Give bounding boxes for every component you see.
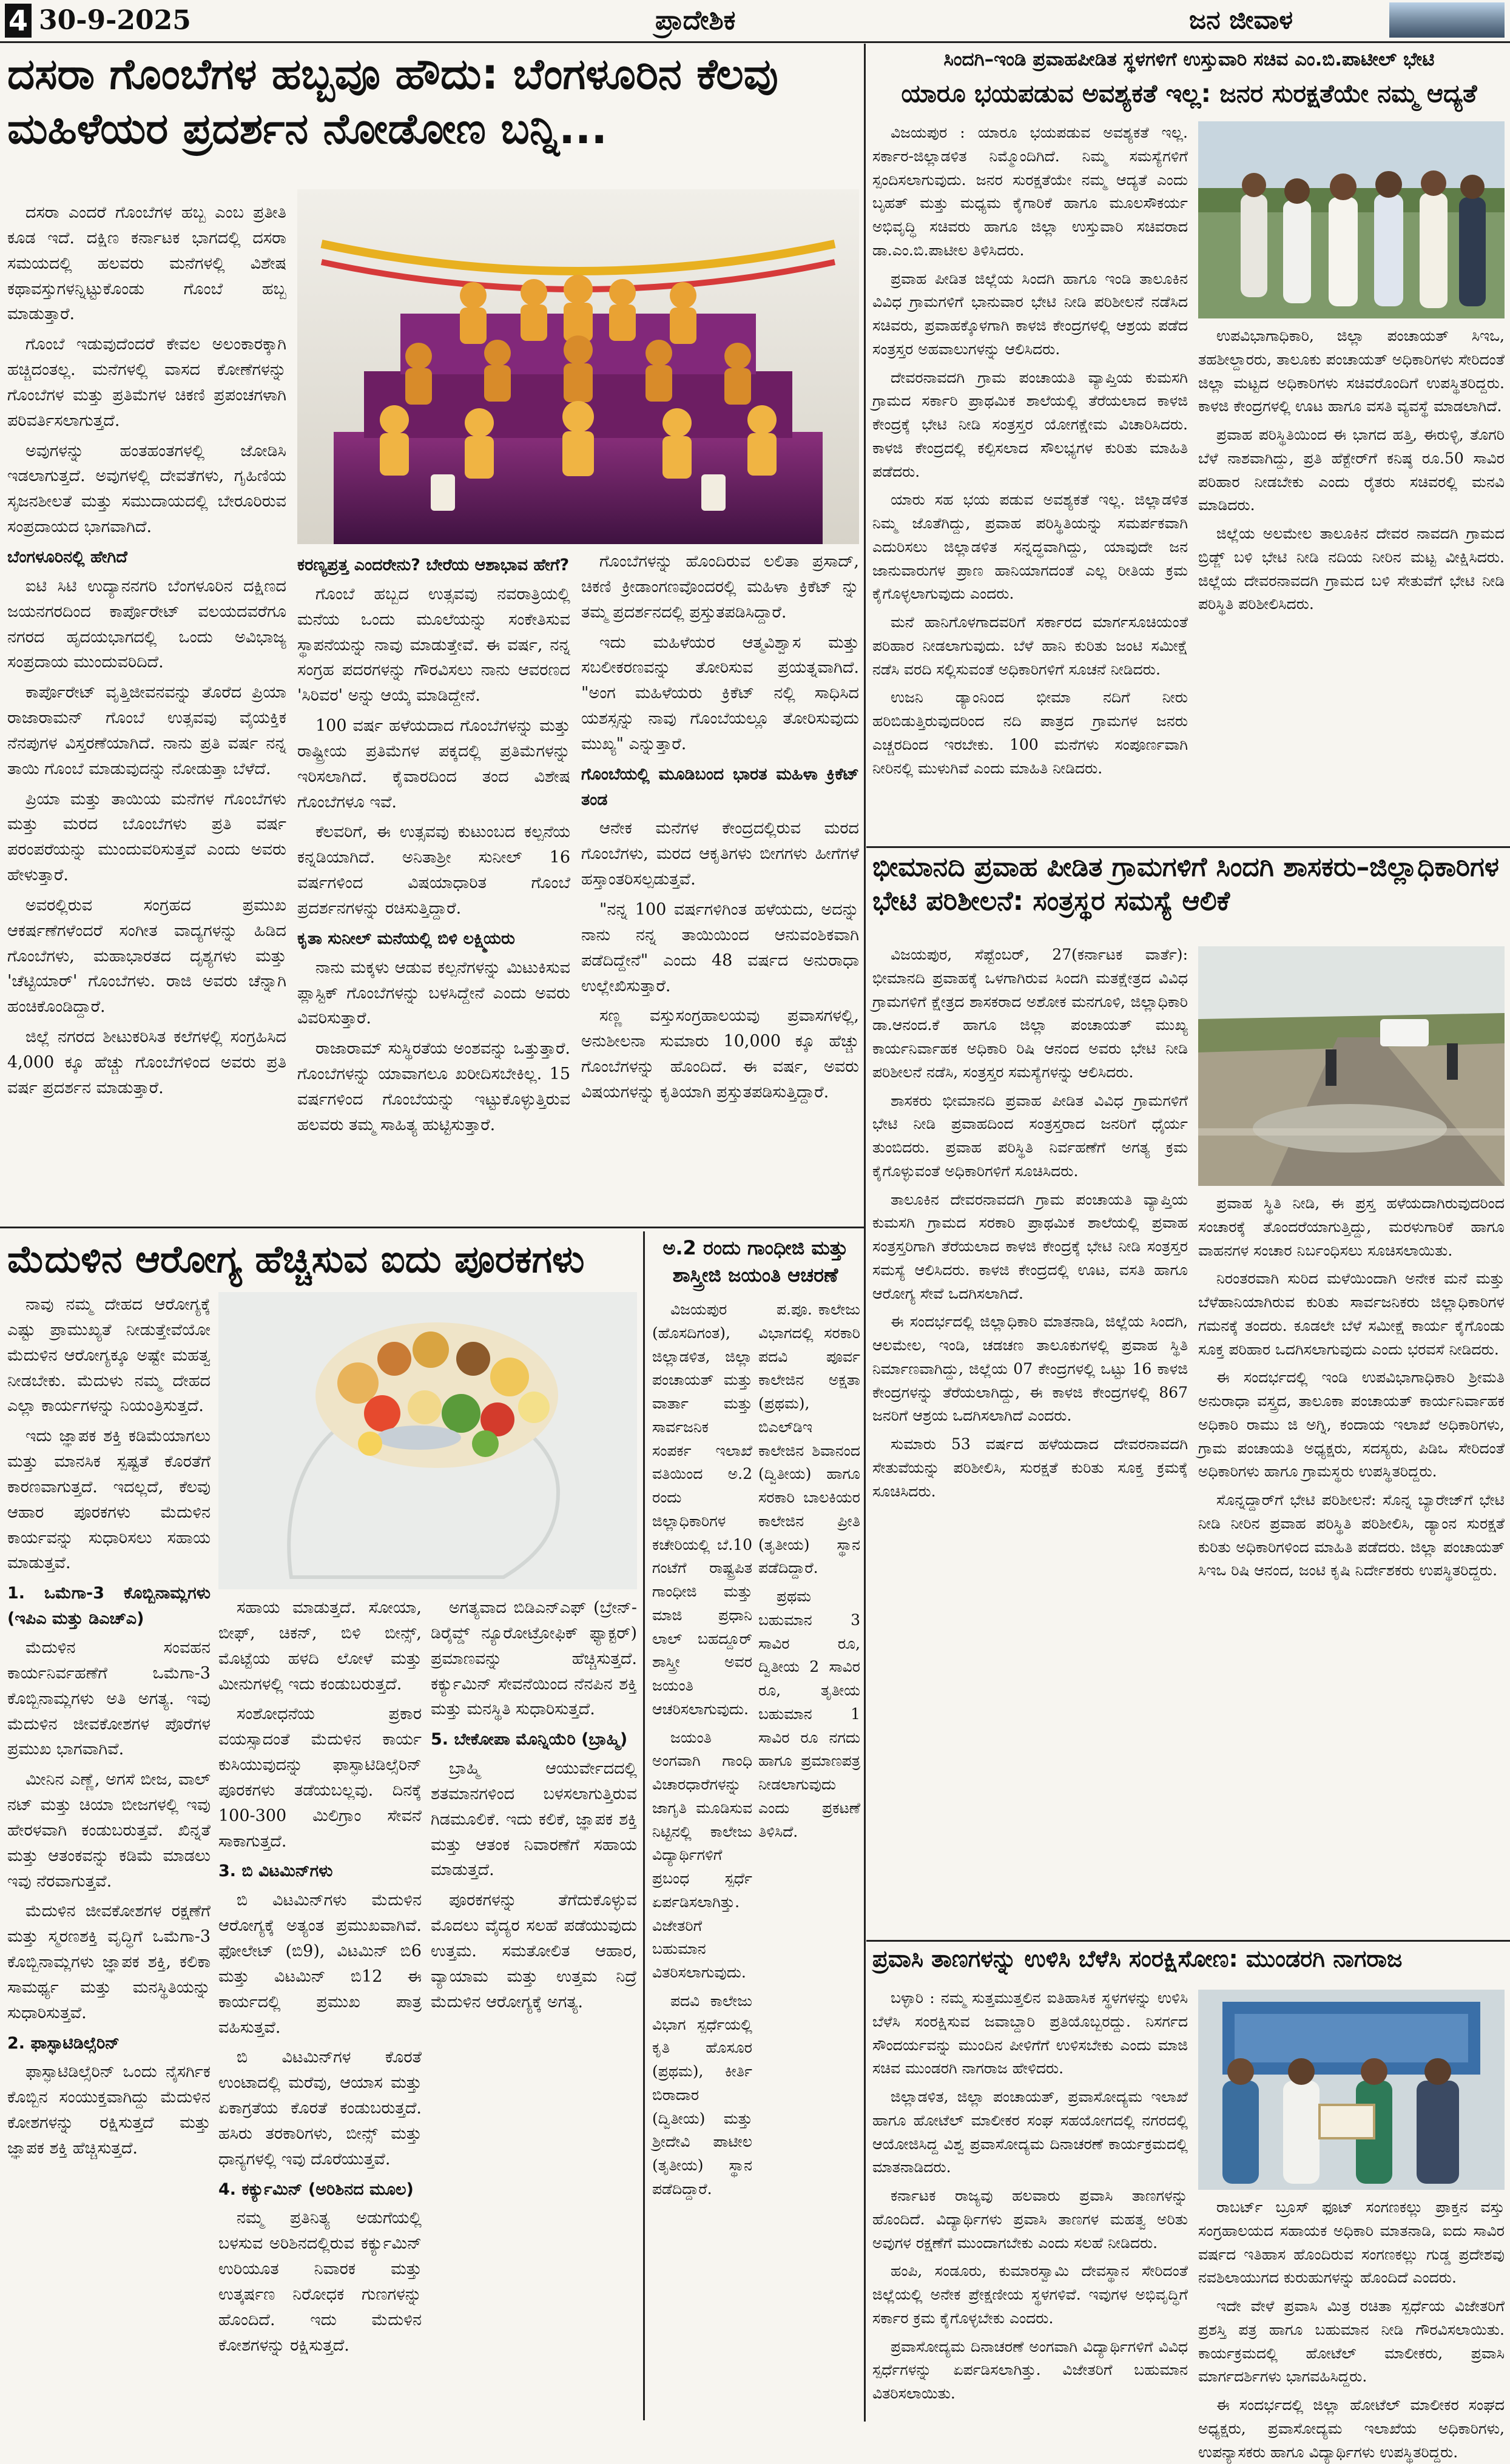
paragraph: 100 ವರ್ಷ ಹಳೆಯದಾದ ಗೊಂಬೆಗಳನ್ನು ಮತ್ತು ರಾಷ್ಟ್ರೀಯ ಪ್ರತಿಮೆಗಳ ಪಕ್ಕದಲ್ಲಿ ಪ್ರತಿಮೆಗಳನ್ನು ಇರಿಸಲಾಗಿದೆ. ಕೈವಾರದಿಂದ ತಂದ ವಿಶೇಷ ಗೊಂಬೆಗಳೂ ಇವೆ. (297, 716, 570, 812)
sindgi-column-2 (1198, 325, 1505, 840)
paragraph: ವಿಜಯಪುರ (ಹೊಸದಿಗಂತ), ಜಿಲ್ಲಾಡಳಿತ, ಜಿಲ್ಲಾ ಪಂಚಾಯತ್ ಮತ್ತು ವಾರ್ತಾ ಮತ್ತು ಸಾರ್ವಜನಿಕ ಸಂಪರ್ಕ ಇಲಾಖೆ ವತಿಯಿಂದ ಅ.2 ರಂದು ಜಿಲ್ಲಾಧಿಕಾರಿಗಳ ಕಚೇರಿಯಲ್ಲಿ ಬೆ.10 ಗಂಟೆಗೆ ರಾಷ್ಟ್ರಪಿತ ಗಾಂಧೀಜಿ ಮತ್ತು ಮಾಜಿ ಪ್ರಧಾನಿ ಲಾಲ್ ಬಹದ್ದೂರ್ ಶಾಸ್ತ್ರೀ ಅವರ ಜಯಂತಿ ಆಚರಿಸಲಾಗುವುದು. (652, 1301, 752, 1718)
brain-column-3 (431, 1595, 637, 2417)
brain-food-photo (218, 1292, 637, 1589)
paragraph: ಉಪವಿಭಾಗಾಧಿಕಾರಿ, ಜಿಲ್ಲಾ ಪಂಚಾಯತ್ ಸಿಇಒ, ತಹಶೀಲ್ದಾರರು, ತಾಲೂಕು ಪಂಚಾಯತ್ ಅಧಿಕಾರಿಗಳು ಸೇರಿದಂತೆ ಜಿಲ್ಲಾ ಮಟ್ಟದ ಅಧಿಕಾರಿಗಳು ಸಚಿವರೊಂದಿಗೆ ಉಪಸ್ಥಿತರಿದ್ದರು. ಕಾಳಜಿ ಕೇಂದ್ರಗಳಲ್ಲಿ ಊಟ ಹಾಗೂ ವಸತಿ ವ್ಯವಸ್ಥೆ ಮಾಡಲಾಗಿದೆ. (1198, 327, 1505, 416)
paragraph: ಐಟಿ ಸಿಟಿ ಉದ್ಯಾನನಗರಿ ಬೆಂಗಳೂರಿನ ದಕ್ಷಿಣದ ಜಯನಗರದಿಂದ ಕಾರ್ಪೊರೇಟ್ ವಲಯದವರೆಗೂ ನಗರದ ಹೃದಯಭಾಗದಲ್ಲಿ ಒಂದು ಅವಿಭಾಜ್ಯ ಸಂಪ್ರದಾಯ ಮುಂದುವರಿದಿದೆ. (7, 576, 286, 672)
paragraph: ಪ್ರಿಯಾ ಮತ್ತು ತಾಯಿಯ ಮನೆಗಳ ಗೊಂಬೆಗಳು ಮತ್ತು ಮರದ ಬೊಂಬೆಗಳು ಪ್ರತಿ ವರ್ಷ ಪರಂಪರೆಯನ್ನು ಮುಂದುವರಿಸುತ್ತವೆ ಎಂದು ಅವರು ಹೇಳುತ್ತಾರೆ. (7, 789, 286, 885)
subheading: ಕರಣ್ಯಪ್ರತ್ತ ಎಂದರೇನು? ಬೇರೆಯ ಆಶಾಭಾವ ಹೇಗೆ? (297, 556, 570, 574)
dasara-column-3 (581, 549, 859, 1222)
minister-visit-photo (1198, 121, 1505, 318)
paragraph: ಪ.ಪೂ. ಕಾಲೇಜು ವಿಭಾಗದಲ್ಲಿ ಸರಕಾರಿ ಪದವಿ ಪೂರ್ವ ಕಾಲೇಜಿನ ಅಕ್ಷತಾ (ಪ್ರಥಮ), ಬಿಎಲ್‌ಡಿಇ ಕಾಲೇಜಿನ ಶಿವಾನಂದ (ದ್ವಿತೀಯ) ಹಾಗೂ ಸರಕಾರಿ ಬಾಲಕಿಯರ ಕಾಲೇಜಿನ ಪ್ರೀತಿ (ತೃತೀಯ) ಸ್ಥಾನ ಪಡೆದಿದ್ದಾರೆ. (758, 1301, 860, 1577)
masthead-photo (1389, 2, 1505, 38)
paragraph: ಬ್ರಾಹ್ಮಿ ಆಯುರ್ವೇದದಲ್ಲಿ ಶತಮಾನಗಳಿಂದ ಬಳಸಲಾಗುತ್ತಿರುವ ಗಿಡಮೂಲಿಕೆ. ಇದು ಕಲಿಕೆ, ಜ್ಞಾಪಕ ಶಕ್ತಿ ಮತ್ತು ಆತಂಕ ನಿವಾರಣೆಗೆ ಸಹಾಯ ಮಾಡುತ್ತದೆ. (431, 1759, 637, 1880)
paragraph: ಸಹಾಯ ಮಾಡುತ್ತದೆ. ಸೋಯಾ, ಬೀಫ್, ಚಿಕನ್, ಬಿಳಿ ಬೀನ್ಸ್, ಮೊಟ್ಟೆಯ ಹಳದಿ ಲೋಳೆ ಮತ್ತು ಮೀನುಗಳಲ್ಲಿ ಇದು ಕಂಡುಬರುತ್ತದೆ. (218, 1598, 422, 1694)
sindgi-mla-headline: ಭೀಮಾನದಿ ಪ್ರವಾಹ ಪೀಡಿತ ಗ್ರಾಮಗಳಿಗೆ ಸಿಂದಗಿ ಶಾಸಕರು–ಜಿಲ್ಲಾಧಿಕಾರಿಗಳ ಭೇಟಿ ಪರಿಶೀಲನೆ: ಸಂತ್ರಸ್ಥರ ಸಮಸ್ಯೆ ಆಲಿಕೆ (872, 852, 1499, 917)
paragraph: ವಿಜಯಪುರ, ಸೆಪ್ಟೆಂಬರ್, 27(ಕರ್ನಾಟಕ ವಾರ್ತೆ): ಭೀಮಾನದಿ ಪ್ರವಾಹಕ್ಕೆ ಒಳಗಾಗಿರುವ ಸಿಂದಗಿ ಮತಕ್ಷೇತ್ರದ ವಿವಿಧ ಗ್ರಾಮಗಳಿಗೆ ಕ್ಷೇತ್ರದ ಶಾಸಕರಾದ ಅಶೋಕ ಮನಗೂಳಿ, ಜಿಲ್ಲಾಧಿಕಾರಿ ಡಾ.ಆನಂದ.ಕೆ ಹಾಗೂ ಜಿಲ್ಲಾ ಪಂಚಾಯತ್ ಮುಖ್ಯ ಕಾರ್ಯನಿರ್ವಾಹಕ ಅಧಿಕಾರಿ ರಿಷಿ ಆನಂದ ಅವರು ಭೇಟಿ ನೀಡಿ ಪರಿಶೀಲನೆ ನಡೆಸಿ, ಸಂತ್ರಸ್ತರ ಸಮಸ್ಯೆಗಳನ್ನು ಆಲಿಸಿದರು. (872, 946, 1188, 1081)
flooded-road-illustration (1198, 946, 1505, 1186)
paragraph: ಇದು ಮಹಿಳೆಯರ ಆತ್ಮವಿಶ್ವಾಸ ಮತ್ತು ಸಬಲೀಕರಣವನ್ನು ತೋರಿಸುವ ಪ್ರಯತ್ನವಾಗಿದೆ. "ಅಂಗ ಮಹಿಳೆಯರು ಕ್ರಿಕೆಟ್ ನಲ್ಲಿ ಸಾಧಿಸಿದ ಯಶಸ್ಸನ್ನು ನಾವು ಗೊಂಬೆಯಲ್ಲೂ ತೋರಿಸುವುದು ಮುಖ್ಯ" ಎನ್ನುತ್ತಾರೆ. (581, 633, 859, 753)
paragraph: ಹಂಪಿ, ಸಂಡೂರು, ಕುಮಾರಸ್ವಾಮಿ ದೇವಸ್ಥಾನ ಸೇರಿದಂತೆ ಜಿಲ್ಲೆಯಲ್ಲಿ ಅನೇಕ ಪ್ರೇಕ್ಷಣೀಯ ಸ್ಥಳಗಳಿವೆ. ಇವುಗಳ ಅಭಿವೃದ್ಧಿಗೆ ಸರ್ಕಾರ ಕ್ರಮ ಕೈಗೊಳ್ಳಬೇಕು ಎಂದರು. (872, 2262, 1188, 2327)
gandhi-column-2 (758, 1298, 860, 2417)
paragraph: ಕೆಲವರಿಗೆ, ಈ ಉತ್ಸವವು ಕುಟುಂಬದ ಕಲ್ಪನೆಯ ಕನ್ನಡಿಯಾಗಿದೆ. ಅನಿತಾಶ್ರೀ ಸುನೀಲ್ 16 ವರ್ಷಗಳಿಂದ ವಿಷಯಾಧಾರಿತ ಗೊಂಬೆ ಪ್ರದರ್ಶನಗಳನ್ನು ರಚಿಸುತ್ತಿದ್ದಾರೆ. (297, 823, 570, 918)
sindgi-column-1 (872, 121, 1188, 840)
paragraph: ನಿರಂತರವಾಗಿ ಸುರಿದ ಮಳೆಯಿಂದಾಗಿ ಅನೇಕ ಮನೆ ಮತ್ತು ಬೆಳೆಹಾನಿಯಾಗಿರುವ ಕುರಿತು ಸಾರ್ವಜನಿಕರು ಜಿಲ್ಲಾಧಿಕಾರಿಗಳ ಗಮನಕ್ಕೆ ತಂದರು. ಕೂಡಲೇ ಬೆಳೆ ಸಮೀಕ್ಷೆ ಕಾರ್ಯ ಕೈಗೊಂಡು ಸೂಕ್ತ ಪರಿಹಾರ ಒದಗಿಸಲಾಗುವುದು ಎಂದು ಭರವಸೆ ನೀಡಿದರು. (1198, 1270, 1505, 1358)
paragraph: ಪ್ರವಾಹ ಪೀಡಿತ ಜಿಲ್ಲೆಯ ಸಿಂದಗಿ ಹಾಗೂ ಇಂಡಿ ತಾಲೂಕಿನ ವಿವಿಧ ಗ್ರಾಮಗಳಿಗೆ ಭಾನುವಾರ ಭೇಟಿ ನೀಡಿ ಪರಿಶೀಲನೆ ನಡೆಸಿದ ಸಚಿವರು, ಪ್ರವಾಹಕ್ಕೊಳಗಾಗಿ ಕಾಳಜಿ ಕೇಂದ್ರಗಳಲ್ಲಿ ಆಶ್ರಯ ಪಡೆದ ಸಂತ್ರಸ್ತರ ಅಹವಾಲುಗಳನ್ನು ಆಲಿಸಿದರು. (872, 269, 1188, 358)
paragraph: ಗೊಂಬೆಗಳನ್ನು ಹೊಂದಿರುವ ಲಲಿತಾ ಪ್ರಸಾದ್, ಚಿಕಣಿ ಕ್ರೀಡಾಂಗಣವೊಂದರಲ್ಲಿ ಮಹಿಳಾ ಕ್ರಿಕೆಟ್ ನ್ನು ತಮ್ಮ ಪ್ರದರ್ಶನದಲ್ಲಿ ಪ್ರಸ್ತುತಪಡಿಸಿದ್ದಾರೆ. (581, 552, 859, 622)
section-rule (866, 1940, 1510, 1942)
brain-food-illustration (218, 1292, 637, 1589)
paragraph: ಮೆದುಳಿನ ಸಂವಹನ ಕಾರ್ಯನಿರ್ವಹಣೆಗೆ ಒಮೆಗಾ-3 ಕೊಬ್ಬಿನಾಮ್ಲಗಳು ಅತಿ ಅಗತ್ಯ. ಇವು ಮೆದುಳಿನ ಜೀವಕೋಶಗಳ ಪೊರೆಗಳ ಪ್ರಮುಖ ಭಾಗವಾಗಿವೆ. (7, 1638, 211, 1759)
subheading: 2. ಫಾಸ್ಫಾಟಿಡಿಲ್ಸೆರಿನ್ (7, 2033, 120, 2053)
issue-date: 30-9-2025 (39, 5, 191, 36)
main-column-divider (864, 44, 866, 2422)
section-rule (0, 1227, 864, 1228)
paragraph: ನಾವು ನಮ್ಮ ದೇಹದ ಆರೋಗ್ಯಕ್ಕೆ ಎಷ್ಟು ಪ್ರಾಮುಖ್ಯತೆ ನೀಡುತ್ತೇವೆಯೋ ಮೆದುಳಿನ ಆರೋಗ್ಯಕ್ಕೂ ಅಷ್ಟೇ ಮಹತ್ವ ನೀಡಬೇಕು. ಮೆದುಳು ನಮ್ಮ ದೇಹದ ಎಲ್ಲಾ ಕಾರ್ಯಗಳನ್ನು ನಿಯಂತ್ರಿಸುತ್ತದೆ. (7, 1295, 211, 1416)
paragraph: ಯಾರು ಸಹ ಭಯ ಪಡುವ ಅವಶ್ಯಕತೆ ಇಲ್ಲ. ಜಿಲ್ಲಾಡಳಿತ ನಿಮ್ಮ ಜೊತೆಗಿದ್ದು, ಪ್ರವಾಹ ಪರಿಸ್ಥಿತಿಯನ್ನು ಸಮರ್ಪಕವಾಗಿ ಎದುರಿಸಲು ಜಿಲ್ಲಾಡಳಿತ ಸನ್ನದ್ಧವಾಗಿದ್ದು, ಯಾವುದೇ ಜನ ಜಾನುವಾರುಗಳ ಪ್ರಾಣ ಹಾನಿಯಾಗದಂತೆ ಎಲ್ಲ ರೀತಿಯ ಕ್ರಮ ಕೈಗೊಳ್ಳಲಾಗುವುದು ಎಂದರು. (872, 491, 1188, 603)
paragraph: ಅವುಗಳನ್ನು ಹಂತಹಂತಗಳಲ್ಲಿ ಜೋಡಿಸಿ ಇಡಲಾಗುತ್ತದೆ. ಅವುಗಳಲ್ಲಿ ದೇವತೆಗಳು, ಗೃಹಿಣಿಯ ಸೃಜನಶೀಲತೆ ಮತ್ತು ಸಮುದಾಯದಲ್ಲಿ ಬೇರೂರಿರುವ ಸಂಪ್ರದಾಯದ ಭಾಗವಾಗಿದೆ. (7, 441, 286, 537)
sindgi-mla-column-2 (1198, 1192, 1505, 1935)
paragraph: ಪ್ರವಾಹ ಸ್ಥಿತಿ ನೀಡಿ, ಈ ಪ್ರಸ್ತ ಹಳೆಯದಾಗಿರುವುದರಿಂದ ಸಂಚಾರಕ್ಕೆ ತೊಂದರೆಯಾಗುತ್ತಿದ್ದು, ಮರಳುಗಾರಿಕೆ ಹಾಗೂ ವಾಹನಗಳ ಸಂಚಾರ ನಿರ್ಬಂಧಿಸಲು ಸೂಚಿಸಲಾಯಿತು. (1198, 1194, 1505, 1259)
paragraph: ಮೆದುಳಿನ ಜೀವಕೋಶಗಳ ರಕ್ಷಣೆಗೆ ಮತ್ತು ಸ್ಮರಣಶಕ್ತಿ ವೃದ್ಧಿಗೆ ಒಮೆಗಾ-3 ಕೊಬ್ಬಿನಾಮ್ಲಗಳು ಜ್ಞಾಪಕ ಶಕ್ತಿ, ಕಲಿಕಾ ಸಾಮರ್ಥ್ಯ ಮತ್ತು ಮನಸ್ಥಿತಿಯನ್ನು ಸುಧಾರಿಸುತ್ತವೆ. (7, 1902, 211, 2022)
tourism-column-1 (872, 1987, 1188, 2417)
masthead-brand: ಜನ ಜೀವಾಳ (1189, 5, 1293, 35)
doll-display-illustration (297, 189, 859, 544)
paragraph: ಆನೇಕ ಮನೆಗಳ ಕೇಂದ್ರದಲ್ಲಿರುವ ಮರದ ಗೊಂಬೆಗಳು, ಮರದ ಆಕೃತಿಗಳು ಬೀಗಗಳು ಹೀಗೆಗಳೆ ಹಸ್ತಾಂತರಿಸಲ್ಪಡುತ್ತವೆ. (581, 819, 859, 889)
subheading: ಬೆಂಗಳೂರಿನಲ್ಲಿ ಹೇಗಿದೆ (7, 547, 127, 567)
dasara-column-2 (297, 549, 570, 1222)
paragraph: ಕರ್ನಾಟಕ ರಾಜ್ಯವು ಹಲವಾರು ಪ್ರವಾಸಿ ತಾಣಗಳನ್ನು ಹೊಂದಿದೆ. ವಿದ್ಯಾರ್ಥಿಗಳು ಪ್ರವಾಸಿ ತಾಣಗಳ ಮಹತ್ವ ಅರಿತು ಅವುಗಳ ರಕ್ಷಣೆಗೆ ಮುಂದಾಗಬೇಕು ಎಂದು ಸಲಹೆ ನೀಡಿದರು. (872, 2187, 1188, 2252)
paragraph: ದಸರಾ ಎಂದರೆ ಗೊಂಬೆಗಳ ಹಬ್ಬ ಎಂಬ ಪ್ರತೀತಿ ಕೂಡ ಇದೆ. ದಕ್ಷಿಣ ಕರ್ನಾಟಕ ಭಾಗದಲ್ಲಿ ದಸರಾ ಸಮಯದಲ್ಲಿ ಹಲವರು ಮನೆಗಳಲ್ಲಿ ವಿಶೇಷ ಕಥಾವಸ್ತುಗಳನ್ನಿಟ್ಟುಕೊಂಡು ಗೊಂಬೆ ಹಬ್ಬ ಮಾಡುತ್ತಾರೆ. (7, 203, 286, 324)
gandhi-divider (643, 1231, 645, 2420)
brain-column-2 (218, 1595, 422, 2417)
paragraph: ಇದೇ ವೇಳೆ ಪ್ರವಾಸಿ ಮಿತ್ರ ರಚಿತಾ ಸ್ಪರ್ಧೆಯ ವಿಜೇತರಿಗೆ ಪ್ರಶಸ್ತಿ ಪತ್ರ ಹಾಗೂ ಬಹುಮಾನ ನೀಡಿ ಗೌರವಿಸಲಾಯಿತು. ಕಾರ್ಯಕ್ರಮದಲ್ಲಿ ಹೋಟೆಲ್ ಮಾಲೀಕರು, ಪ್ರವಾಸಿ ಮಾರ್ಗದರ್ಶಿಗಳು ಭಾಗವಹಿಸಿದ್ದರು. (1198, 2297, 1505, 2386)
paragraph: ದೇವರನಾವದಗಿ ಗ್ರಾಮ ಪಂಚಾಯತಿ ವ್ಯಾಪ್ತಿಯ ಕುಮಸಗಿ ಗ್ರಾಮದ ಸರ್ಕಾರಿ ಪ್ರಾಥಮಿಕ ಶಾಲೆಯಲ್ಲಿ ತೆರೆಯಲಾದ ಕಾಳಜಿ ಕೇಂದ್ರಕ್ಕೆ ಭೇಟಿ ನೀಡಿ ಸಂತ್ರಸ್ತರ ಯೋಗಕ್ಷೇಮ ವಿಚಾರಿಸಿದರು. ಕಾಳಜಿ ಕೇಂದ್ರದಲ್ಲಿ ಕಲ್ಪಿಸಲಾದ ಸೌಲಭ್ಯಗಳ ಕುರಿತು ಮಾಹಿತಿ ಪಡೆದರು. (872, 368, 1188, 480)
paragraph: ಸಂಶೋಧನೆಯ ಪ್ರಕಾರ ವಯಸ್ಸಾದಂತೆ ಮೆದುಳಿನ ಕಾರ್ಯ ಕುಸಿಯುವುದನ್ನು ಫಾಸ್ಫಾಟಿಡಿಲ್ಸೆರಿನ್ ಪೂರಕಗಳು ತಡೆಯಬಲ್ಲವು. ದಿನಕ್ಕೆ 100-300 ಮಿಲಿಗ್ರಾಂ ಸೇವನೆ ಸಾಕಾಗುತ್ತದೆ. (218, 1705, 422, 1851)
paragraph: ಜಿಲ್ಲಾಡಳಿತ, ಜಿಲ್ಲಾ ಪಂಚಾಯತ್, ಪ್ರವಾಸೋದ್ಯಮ ಇಲಾಖೆ ಹಾಗೂ ಹೋಟೆಲ್ ಮಾಲೀಕರ ಸಂಘ ಸಹಯೋಗದಲ್ಲಿ ನಗರದಲ್ಲಿ ಆಯೋಜಿಸಿದ್ದ ವಿಶ್ವ ಪ್ರವಾಸೋದ್ಯಮ ದಿನಾಚರಣೆ ಕಾರ್ಯಕ್ರಮದಲ್ಲಿ ಮಾತನಾಡಿದರು. (872, 2088, 1188, 2176)
paragraph: ಬಳ್ಳಾರಿ : ನಮ್ಮ ಸುತ್ತಮುತ್ತಲಿನ ಐತಿಹಾಸಿಕ ಸ್ಥಳಗಳನ್ನು ಉಳಿಸಿ ಬೆಳೆಸಿ ಸಂರಕ್ಷಿಸುವ ಜವಾಬ್ದಾರಿ ಪ್ರತಿಯೊಬ್ಬರದ್ದು. ನಿಸರ್ಗದ ಸೌಂದರ್ಯವನ್ನು ಮುಂದಿನ ಪೀಳಿಗೆಗೆ ಉಳಿಸಬೇಕು ಎಂದು ಮಾಜಿ ಸಚಿವ ಮುಂಡರಗಿ ನಾಗರಾಜ ಹೇಳಿದರು. (872, 1989, 1188, 2078)
paragraph: ಈ ಸಂದರ್ಭದಲ್ಲಿ ಇಂಡಿ ಉಪವಿಭಾಗಾಧಿಕಾರಿ ಶ್ರೀಮತಿ ಅನುರಾಧಾ ವಸ್ತ್ರದ, ತಾಲೂಕಾ ಪಂಚಾಯತ್ ಕಾರ್ಯನಿರ್ವಾಹಕ ಅಧಿಕಾರಿ ರಾಮು ಜಿ ಅಗ್ನಿ, ಕಂದಾಯ ಇಲಾಖೆ ಅಧಿಕಾರಿಗಳು, ಗ್ರಾಮ ಪಂಚಾಯತಿ ಅಧ್ಯಕ್ಷರು, ಸದಸ್ಯರು, ಪಿಡಿಒ ಸೇರಿದಂತೆ ಅಧಿಕಾರಿಗಳು ಹಾಗೂ ಗ್ರಾಮಸ್ಥರು ಉಪಸ್ಥಿತರಿದ್ದರು. (1198, 1368, 1505, 1481)
paragraph: ಪ್ರಥಮ ಬಹುಮಾನ 3 ಸಾವಿರ ರೂ, ದ್ವಿತೀಯ 2 ಸಾವಿರ ರೂ, ತೃತೀಯ ಬಹುಮಾನ 1 ಸಾವಿರ ರೂ ನಗದು ಹಾಗೂ ಪ್ರಮಾಣಪತ್ರ ನೀಡಲಾಗುವುದು ಎಂದು ಪ್ರಕಟಣೆ ತಿಳಿಸಿದೆ. (758, 1587, 860, 1840)
subheading: 5. ಬೇಕೋಪಾ ಮೊನ್ನಿಯೆರಿ (ಬ್ರಾಹ್ಮಿ) (431, 1730, 628, 1749)
dasara-column-1 (7, 200, 286, 1222)
subheading: 1. ಒಮೆಗಾ-3 ಕೊಬ್ಬಿನಾಮ್ಲಗಳು (ಇಪಿಎ ಮತ್ತು ಡಿಎಚ್ಎ) (7, 1584, 211, 1629)
paragraph: ಸಣ್ಣ ವಸ್ತುಸಂಗ್ರಹಾಲಯವು ಪ್ರವಾಸಗಳಲ್ಲಿ, ಅನುಶೀಲನಾ ಸುಮಾರು 10,000 ಕ್ಕೂ ಹೆಚ್ಚು ಗೊಂಬೆಗಳನ್ನು ಹೊಂದಿದೆ. ಈ ವರ್ಷ, ಅವರು ವಿಷಯಗಳನ್ನು ಕೃತಿಯಾಗಿ ಪ್ರಸ್ತುತಪಡಿಸುತ್ತಿದ್ದಾರೆ. (581, 1006, 859, 1102)
paragraph: ರಾಬರ್ಟ್ ಬ್ರೂಸ್ ಫೂಟ್ ಸಂಗಣಕಲ್ಲು ಪ್ರಾಕ್ತನ ವಸ್ತು ಸಂಗ್ರಹಾಲಯದ ಸಹಾಯಕ ಅಧಿಕಾರಿ ಮಾತನಾಡಿ, ಐದು ಸಾವಿರ ವರ್ಷದ ಇತಿಹಾಸ ಹೊಂದಿರುವ ಸಂಗಣಕಲ್ಲು ಗುಡ್ಡ ಪ್ರದೇಶವು ನವಶಿಲಾಯುಗದ ಕುರುಹುಗಳನ್ನು ಹೊಂದಿದೆ ಎಂದರು. (1198, 2198, 1505, 2287)
paragraph: ಪೂರಕಗಳನ್ನು ತೆಗೆದುಕೊಳ್ಳುವ ಮೊದಲು ವೈದ್ಯರ ಸಲಹೆ ಪಡೆಯುವುದು ಉತ್ತಮ. ಸಮತೋಲಿತ ಆಹಾರ, ವ್ಯಾಯಾಮ ಮತ್ತು ಉತ್ತಮ ನಿದ್ರೆ ಮೆದುಳಿನ ಆರೋಗ್ಯಕ್ಕೆ ಅಗತ್ಯ. (431, 1891, 637, 2011)
page-number: 4 (5, 4, 32, 38)
paragraph: ಶಾಸಕರು ಭೀಮಾನದಿ ಪ್ರವಾಹ ಪೀಡಿತ ವಿವಿಧ ಗ್ರಾಮಗಳಿಗೆ ಭೇಟಿ ನೀಡಿ ಪ್ರವಾಹದಿಂದ ಸಂತ್ರಸ್ತರಾದ ಜನರಿಗೆ ಧೈರ್ಯ ತುಂಬಿದರು. ಪ್ರವಾಹ ಪರಿಸ್ಥಿತಿ ನಿರ್ವಹಣೆಗೆ ಅಗತ್ಯ ಕ್ರಮ ಕೈಗೊಳ್ಳುವಂತೆ ಅಧಿಕಾರಿಗಳಿಗೆ ಸೂಚಿಸಿದರು. (872, 1091, 1188, 1180)
paragraph: ನಾನು ಮಕ್ಕಳು ಆಡುವ ಕಲ್ಪನೆಗಳನ್ನು ಮಿಟುಕಿಸುವ ಪ್ಲಾಸ್ಟಿಕ್ ಗೊಂಬೆಗಳನ್ನು ಬಳಸಿದ್ದೇನೆ ಎಂದು ಅವರು ವಿವರಿಸುತ್ತಾರೆ. (297, 958, 570, 1028)
paragraph: ರಾಜಾರಾಮ್ ಸುಸ್ಥಿರತೆಯ ಅಂಶವನ್ನು ಒತ್ತುತ್ತಾರೆ. ಗೊಂಬೆಗಳನ್ನು ಯಾವಾಗಲೂ ಖರೀದಿಸಬೇಕಿಲ್ಲ. 15 ವರ್ಷಗಳಿಂದ ಗೊಂಬೆಯನ್ನು ಇಟ್ಟುಕೊಳ್ಳುತ್ತಿರುವ ಹಲವರು ತಮ್ಮ ಸಾಹಿತ್ಯ ಹುಟ್ಟಿಸುತ್ತಾರೆ. (297, 1039, 570, 1134)
sindgi-mla-column-1 (872, 943, 1188, 1935)
paragraph: ಈ ಸಂದರ್ಭದಲ್ಲಿ ಜಿಲ್ಲಾ ಹೋಟೆಲ್ ಮಾಲೀಕರ ಸಂಘದ ಅಧ್ಯಕ್ಷರು, ಪ್ರವಾಸೋದ್ಯಮ ಇಲಾಖೆಯ ಅಧಿಕಾರಿಗಳು, ಉಪನ್ಯಾಸಕರು ಹಾಗೂ ವಿದ್ಯಾರ್ಥಿಗಳು ಉಪಸ್ಥಿತರಿದ್ದರು. (1198, 2396, 1505, 2461)
paragraph: ಗೊಂಬೆ ಹಬ್ಬದ ಉತ್ಸವವು ನವರಾತ್ರಿಯಲ್ಲಿ ಮನೆಯ ಒಂದು ಮೂಲೆಯನ್ನು ಸಂಕೇತಿಸುವ ಸ್ಥಾಪನೆಯನ್ನು ನಾವು ಮಾಡುತ್ತೇವೆ. ಈ ವರ್ಷ, ನನ್ನ ಸಂಗ್ರಹ ಪದರಗಳನ್ನು ಗೌರವಿಸಲು ನಾನು ಆವರಣದ 'ಸಿರಿವರ' ಅನ್ನು ಆಯ್ಕೆ ಮಾಡಿದ್ದೇನೆ. (297, 584, 570, 705)
paragraph: ಪ್ರವಾಹ ಪರಿಸ್ಥಿತಿಯಿಂದ ಈ ಭಾಗದ ಹತ್ತಿ, ಈರುಳ್ಳಿ, ತೊಗರಿ ಬೆಳೆ ನಾಶವಾಗಿದ್ದು, ಪ್ರತಿ ಹೆಕ್ಟೇರ್‌ಗೆ ಕನಿಷ್ಠ ರೂ.50 ಸಾವಿರ ಪರಿಹಾರ ನೀಡಬೇಕು ಎಂದು ರೈತರು ಸಚಿವರಲ್ಲಿ ಮನವಿ ಮಾಡಿದರು. (1198, 426, 1505, 514)
paragraph: ಉಜನಿ ಡ್ಯಾಂನಿಂದ ಭೀಮಾ ನದಿಗೆ ನೀರು ಹರಿಬಿಡುತ್ತಿರುವುದರಿಂದ ನದಿ ಪಾತ್ರದ ಗ್ರಾಮಗಳ ಜನರು ಎಚ್ಚರದಿಂದ ಇರಬೇಕು. 100 ಮನೆಗಳು ಸಂಪೂರ್ಣವಾಗಿ ನೀರಿನಲ್ಲಿ ಮುಳುಗಿವೆ ಎಂದು ಮಾಹಿತಿ ನೀಡಿದರು. (872, 688, 1188, 777)
sindgi-kicker: ಸಿಂದಗಿ–ಇಂಡಿ ಪ್ರವಾಹಪೀಡಿತ ಸ್ಥಳಗಳಿಗೆ ಉಸ್ತುವಾರಿ ಸಚಿವ ಎಂ.ಬಿ.ಪಾಟೀಲ್ ಭೇಟಿ (943, 49, 1435, 70)
paragraph: ವಿಜಯಪುರ : ಯಾರೂ ಭಯಪಡುವ ಅವಶ್ಯಕತೆ ಇಲ್ಲ. ಸರ್ಕಾರ-ಜಿಲ್ಲಾಡಳಿತ ನಿಮ್ಮೊಂದಿಗಿದೆ. ನಿಮ್ಮ ಸಮಸ್ಯೆಗಳಿಗೆ ಸ್ಪಂದಿಸಲಾಗುವುದು. ಜನರ ಸುರಕ್ಷತೆಯೇ ನಮ್ಮ ಆದ್ಯತೆ ಎಂದು ಬೃಹತ್ ಮತ್ತು ಮಧ್ಯಮ ಕೈಗಾರಿಕೆ ಹಾಗೂ ಮೂಲಸೌಕರ್ಯ ಅಭಿವೃದ್ಧಿ ಸಚಿವರು ಹಾಗೂ ಜಿಲ್ಲಾ ಉಸ್ತುವಾರಿ ಸಚಿವರಾದ ಡಾ.ಎಂ.ಬಿ.ಪಾಟೀಲ ತಿಳಿಸಿದರು. (872, 124, 1188, 259)
paragraph: ಜಿಲ್ಲೆ ನಗರದ ಶೀಟುಕರಿಸಿತ ಕಲೆಗಳಲ್ಲಿ ಸಂಗ್ರಹಿಸಿದ 4,000 ಕ್ಕೂ ಹೆಚ್ಚು ಗೊಂಬೆಗಳಿಂದ ಅವರು ಪ್ರತಿ ವರ್ಷ ಪ್ರದರ್ಶನ ಮಾಡುತ್ತಾರೆ. (7, 1028, 286, 1097)
tourism-column-2 (1198, 2196, 1505, 2461)
paragraph: ಜಿಲ್ಲೆಯ ಅಲಮೇಲ ತಾಲೂಕಿನ ದೇವರ ನಾವದಗಿ ಗ್ರಾಮದ ಬ್ರಿಡ್ಜ್ ಬಳಿ ಭೇಟಿ ನೀಡಿ ನದಿಯ ನೀರಿನ ಮಟ್ಟ ವೀಕ್ಷಿಸಿದರು. ಜಿಲ್ಲೆಯ ದೇವರನಾವದಗಿ ಗ್ರಾಮದ ಬಳಿ ಸೇತುವೆಗೆ ಭೇಟಿ ನೀಡಿ ಪರಿಸ್ಥಿತಿ ಪರಿಶೀಲಿಸಿದರು. (1198, 525, 1505, 613)
paragraph: ಬಿ ವಿಟಮಿನ್‌ಗಳು ಮೆದುಳಿನ ಆರೋಗ್ಯಕ್ಕೆ ಅತ್ಯಂತ ಪ್ರಮುಖವಾಗಿವೆ. ಫೋಲೇಟ್ (ಬಿ9), ವಿಟಮಿನ್ ಬಿ6 ಮತ್ತು ವಿಟಮಿನ್ ಬಿ12 ಈ ಕಾರ್ಯದಲ್ಲಿ ಪ್ರಮುಖ ಪಾತ್ರ ವಹಿಸುತ್ತವೆ. (218, 1891, 422, 2037)
sindgi-headline: ಯಾರೂ ಭಯಪಡುವ ಅವಶ್ಯಕತೆ ಇಲ್ಲ: ಜನರ ಸುರಕ್ಷತೆಯೇ ನಮ್ಮ ಆದ್ಯತೆ (901, 79, 1477, 108)
paragraph: ಇದು ಜ್ಞಾಪಕ ಶಕ್ತಿ ಕಡಿಮೆಯಾಗಲು ಮತ್ತು ಮಾನಸಿಕ ಸ್ಪಷ್ಟತೆ ಕೊರತೆಗೆ ಕಾರಣವಾಗುತ್ತದೆ. ಇದಲ್ಲದೆ, ಕೆಲವು ಆಹಾರ ಪೂರಕಗಳು ಮೆದುಳಿನ ಕಾರ್ಯವನ್ನು ಸುಧಾರಿಸಲು ಸಹಾಯ ಮಾಡುತ್ತವೆ. (7, 1427, 211, 1573)
brain-column-1 (7, 1292, 211, 2417)
paragraph: ಸೊನ್ನದ್ದಾರ್‌ಗೆ ಭೇಟಿ ಪರಿಶೀಲನೆ: ಸೊನ್ನ ಬ್ಯಾರೇಜ್‌ಗೆ ಭೇಟಿ ನೀಡಿ ನೀರಿನ ಪ್ರವಾಹ ಪರಿಸ್ಥಿತಿ ಪರಿಶೀಲಿಸಿ, ಡ್ಯಾಂನ ಸುರಕ್ಷತೆ ಕುರಿತು ಅಧಿಕಾರಿಗಳಿಂದ ಮಾಹಿತಿ ಪಡೆದರು. ಜಿಲ್ಲಾ ಪಂಚಾಯತ್ ಸಿಇಒ ರಿಷಿ ಆನಂದ, ಜಂಟಿ ಕೃಷಿ ನಿರ್ದೇಶಕರು ಉಪಸ್ಥಿತರಿದ್ದರು. (1198, 1491, 1505, 1580)
brain-headline: ಮೆದುಳಿನ ಆರೋಗ್ಯ ಹೆಚ್ಚಿಸುವ ಐದು ಪೂರಕಗಳು (7, 1237, 585, 1281)
paragraph: ಪ್ರವಾಸೋದ್ಯಮ ದಿನಾಚರಣೆ ಅಂಗವಾಗಿ ವಿದ್ಯಾರ್ಥಿಗಳಿಗೆ ವಿವಿಧ ಸ್ಪರ್ಧೆಗಳನ್ನು ಏರ್ಪಡಿಸಲಾಗಿತ್ತು. ವಿಜೇತರಿಗೆ ಬಹುಮಾನ ವಿತರಿಸಲಾಯಿತು. (872, 2337, 1188, 2402)
paragraph: ಸುಮಾರು 53 ವರ್ಷದ ಹಳೆಯದಾದ ದೇವರನಾವದಗಿ ಸೇತುವೆಯನ್ನು ಪರಿಶೀಲಿಸಿ, ಸುರಕ್ಷತೆ ಕುರಿತು ಸೂಕ್ತ ಕ್ರಮಕ್ಕೆ ಸೂಚಿಸಿದರು. (872, 1435, 1188, 1500)
subheading: 3. ಬಿ ವಿಟಮಿನ್‌ಗಳು (218, 1862, 333, 1881)
paragraph: ತಾಲೂಕಿನ ದೇವರನಾವದಗಿ ಗ್ರಾಮ ಪಂಚಾಯತಿ ವ್ಯಾಪ್ತಿಯ ಕುಮಸಗಿ ಗ್ರಾಮದ ಸರಕಾರಿ ಪ್ರಾಥಮಿಕ ಶಾಲೆಯಲ್ಲಿ ಪ್ರವಾಹ ಸಂತ್ರಸ್ತರಿಗಾಗಿ ತೆರೆಯಲಾದ ಕಾಳಜಿ ಕೇಂದ್ರಕ್ಕೆ ಭೇಟಿ ನೀಡಿ ಸಂತ್ರಸ್ತರ ಸಮಸ್ಯೆ ಆಲಿಸಿದರು. ಕಾಳಜಿ ಕೇಂದ್ರದಲ್ಲಿ ಊಟ, ವಸತಿ ಹಾಗೂ ಆರೋಗ್ಯ ಸೇವೆ ಒದಗಿಸಲಾಗಿದೆ. (872, 1190, 1188, 1302)
paragraph: ಅವರಲ್ಲಿರುವ ಸಂಗ್ರಹದ ಪ್ರಮುಖ ಆಕರ್ಷಣೆಗಳೆಂದರೆ ಸಂಗೀತ ವಾದ್ಯಗಳನ್ನು ಹಿಡಿದ ಗೊಂಬೆಗಳು, ಮಹಾಭಾರತದ ದೃಶ್ಯಗಳು ಮತ್ತು 'ಚೆಟ್ಟಿಯಾರ್' ಗೊಂಬೆಗಳು. ರಾಜಿ ಅವರು ಚೆನ್ನಾಗಿ ಹಂಚಿಕೊಂಡಿದ್ದಾರೆ. (7, 895, 286, 1017)
paragraph: ಜಯಂತಿ ಅಂಗವಾಗಿ ಗಾಂಧಿ ವಿಚಾರಧಾರೆಗಳನ್ನು ಜಾಗೃತಿ ಮೂಡಿಸುವ ನಿಟ್ಟಿನಲ್ಲಿ ಕಾಲೇಜು ವಿದ್ಯಾರ್ಥಿಗಳಿಗೆ ಪ್ರಬಂಧ ಸ್ಪರ್ಧೆ ಏರ್ಪಡಿಸಲಾಗಿತ್ತು. ವಿಜೇತರಿಗೆ ಬಹುಮಾನ ವಿತರಿಸಲಾಗುವುದು. (652, 1728, 752, 1981)
top-rule (0, 41, 1510, 43)
gandhi-headline: ಅ.2 ರಂದು ಗಾಂಧೀಜಿ ಮತ್ತು ಶಾಸ್ತ್ರೀಜಿ ಜಯಂತಿ ಆಚರಣೆ (662, 1236, 848, 1287)
gandhi-column-1 (652, 1298, 752, 2417)
subheading: 4. ಕರ್ಕ್ಯುಮಿನ್ (ಅರಿಶಿನದ ಮೂಲ) (218, 2180, 414, 2199)
dasara-headline: ದಸರಾ ಗೊಂಬೆಗಳ ಹಬ್ಬವೂ ಹೌದು: ಬೆಂಗಳೂರಿನ ಕೆಲವು ಮಹಿಳೆಯರ ಪ್ರದರ್ಶನ ನೋಡೋಣ ಬನ್ನಿ... (7, 49, 778, 153)
award-ceremony-photo (1198, 1990, 1505, 2190)
paragraph: ಫಾಸ್ಫಾಟಿಡಿಲ್ಸೆರಿನ್ ಒಂದು ನೈಸರ್ಗಿಕ ಕೊಬ್ಬಿನ ಸಂಯುಕ್ತವಾಗಿದ್ದು ಮೆದುಳಿನ ಕೋಶಗಳನ್ನು ರಕ್ಷಿಸುತ್ತದೆ ಮತ್ತು ಜ್ಞಾಪಕ ಶಕ್ತಿ ಹೆಚ್ಚಿಸುತ್ತದೆ. (7, 2062, 211, 2158)
subheading: ಗೊಂಬೆಯಲ್ಲಿ ಮೂಡಿಬಂದ ಭಾರತ ಮಹಿಳಾ ಕ್ರಿಕೆಟ್ ತಂಡ (581, 764, 859, 809)
paragraph: ಮನೆ ಹಾನಿಗೊಳಗಾದವರಿಗೆ ಸರ್ಕಾರದ ಮಾರ್ಗಸೂಚಿಯಂತೆ ಪರಿಹಾರ ನೀಡಲಾಗುವುದು. ಬೆಳೆ ಹಾನಿ ಕುರಿತು ಜಂಟಿ ಸಮೀಕ್ಷೆ ನಡೆಸಿ ವರದಿ ಸಲ್ಲಿಸುವಂತೆ ಅಧಿಕಾರಿಗಳಿಗೆ ಸೂಚನೆ ನೀಡಿದರು. (872, 613, 1188, 678)
paragraph: ಬಿ ವಿಟಮಿನ್‌ಗಳ ಕೊರತೆ ಉಂಟಾದಲ್ಲಿ ಮರೆವು, ಆಯಾಸ ಮತ್ತು ಏಕಾಗ್ರತೆಯ ಕೊರತೆ ಕಂಡುಬರುತ್ತದೆ. ಹಸಿರು ತರಕಾರಿಗಳು, ಬೀನ್ಸ್ ಮತ್ತು ಧಾನ್ಯಗಳಲ್ಲಿ ಇವು ದೊರೆಯುತ್ತವೆ. (218, 2048, 422, 2169)
subheading: ಕೃತಾ ಸುನೀಲ್ ಮನೆಯಲ್ಲಿ ಬಿಳಿ ಲಕ್ಷ್ಮಿಯರು (297, 929, 515, 948)
paragraph: "ನನ್ನ 100 ವರ್ಷಗಳಿಗಿಂತ ಹಳೆಯದು, ಅದನ್ನು ನಾನು ನನ್ನ ತಾಯಿಯಿಂದ ಆನುವಂಶಿಕವಾಗಿ ಪಡೆದಿದ್ದೇನೆ" ಎಂದು 48 ವರ್ಷದ ಅನುರಾಧಾ ಉಲ್ಲೇಖಿಸುತ್ತಾರೆ. (581, 900, 859, 995)
flooded-road-photo (1198, 946, 1505, 1186)
paragraph: ಮೀನಿನ ಎಣ್ಣೆ, ಅಗಸೆ ಬೀಜ, ವಾಲ್ ನಟ್ ಮತ್ತು ಚಿಯಾ ಬೀಜಗಳಲ್ಲಿ ಇವು ಹೇರಳವಾಗಿ ಕಂಡುಬರುತ್ತವೆ. ಖಿನ್ನತೆ ಮತ್ತು ಆತಂಕವನ್ನು ಕಡಿಮೆ ಮಾಡಲು ಇವು ನೆರವಾಗುತ್ತವೆ. (7, 1770, 211, 1891)
paragraph: ಈ ಸಂದರ್ಭದಲ್ಲಿ ಜಿಲ್ಲಾಧಿಕಾರಿ ಮಾತನಾಡಿ, ಜಿಲ್ಲೆಯ ಸಿಂದಗಿ, ಆಲಮೇಲ, ಇಂಡಿ, ಚಡಚಣ ತಾಲೂಕುಗಳಲ್ಲಿ ಪ್ರವಾಹ ಸ್ಥಿತಿ ನಿರ್ಮಾಣವಾಗಿದ್ದು, ಜಿಲ್ಲೆಯ 07 ಕೇಂದ್ರಗಳಲ್ಲಿ ಒಟ್ಟು 16 ಕಾಳಜಿ ಕೇಂದ್ರಗಳನ್ನು ತೆರೆಯಲಾಗಿದ್ದು, ಈ ಕಾಳಜಿ ಕೇಂದ್ರಗಳಲ್ಲಿ 867 ಜನರಿಗೆ ಆಶ್ರಯ ಒದಗಿಸಲಾಗಿದೆ ಎಂದರು. (872, 1313, 1188, 1425)
section-title: ಪ್ರಾದೇಶಿಕ (655, 5, 736, 36)
dasara-doll-photo (297, 189, 859, 544)
minister-visit-illustration (1198, 121, 1505, 318)
paragraph: ಕಾರ್ಪೊರೇಟ್ ವೃತ್ತಿಜೀವನವನ್ನು ತೊರೆದ ಪ್ರಿಯಾ ರಾಜಾರಾಮನ್ ಗೊಂಬೆ ಉತ್ಸವವು ವೈಯಕ್ತಿಕ ನೆನಪುಗಳ ವಿಸ್ತರಣೆಯಾಗಿದೆ. ನಾನು ಪ್ರತಿ ವರ್ಷ ನನ್ನ ತಾಯಿ ಗೊಂಬೆ ಮಾಡುವುದನ್ನು ನೋಡುತ್ತಾ ಬೆಳೆದೆ. (7, 683, 286, 778)
paragraph: ಪದವಿ ಕಾಲೇಜು ವಿಭಾಗ ಸ್ಪರ್ಧೆಯಲ್ಲಿ ಕೃತಿ ಹೊಸೂರ (ಪ್ರಥಮ), ಕೀರ್ತಿ ಬಿರಾದಾರ (ದ್ವಿತೀಯ) ಮತ್ತು ಶ್ರೀದೇವಿ ಪಾಟೀಲ (ತೃತೀಯ) ಸ್ಥಾನ ಪಡೆದಿದ್ದಾರೆ. (652, 1991, 752, 2198)
paragraph: ಅಗತ್ಯವಾದ ಬಿಡಿಎನ್ಎಫ್ (ಬ್ರೇನ್-ಡಿರೈವ್ಡ್ ನ್ಯೂರೋಟ್ರೋಫಿಕ್ ಫ್ಯಾಕ್ಟರ್) ಪ್ರಮಾಣವನ್ನು ಹೆಚ್ಚಿಸುತ್ತದೆ. ಕರ್ಕ್ಯುಮಿನ್ ಸೇವನೆಯಿಂದ ನೆನಪಿನ ಶಕ್ತಿ ಮತ್ತು ಮನಸ್ಥಿತಿ ಸುಧಾರಿಸುತ್ತದೆ. (431, 1598, 637, 1719)
paragraph: ನಮ್ಮ ಪ್ರತಿನಿತ್ಯ ಅಡುಗೆಯಲ್ಲಿ ಬಳಸುವ ಅರಿಶಿನದಲ್ಲಿರುವ ಕರ್ಕ್ಯುಮಿನ್ ಉರಿಯೂತ ನಿವಾರಕ ಮತ್ತು ಉತ್ಕರ್ಷಣ ನಿರೋಧಕ ಗುಣಗಳನ್ನು ಹೊಂದಿದೆ. ಇದು ಮೆದುಳಿನ ಕೋಶಗಳನ್ನು ರಕ್ಷಿಸುತ್ತದೆ. (218, 2209, 422, 2355)
section-rule (866, 846, 1510, 848)
paragraph: ಗೊಂಬೆ ಇಡುವುದೆಂದರೆ ಕೇವಲ ಅಲಂಕಾರಕ್ಕಾಗಿ ಹಚ್ಚಿದಂತಲ್ಲ. ಮನೆಗಳಲ್ಲಿ ವಾಸದ ಕೋಣೆಗಳನ್ನು ಗೊಂಬೆಗಳ ಮತ್ತು ಪ್ರತಿಮೆಗಳ ಚಿಕಣಿ ಪ್ರಪಂಚಗಳಾಗಿ ಪರಿವರ್ತಿಸಲಾಗುತ್ತದೆ. (7, 335, 286, 430)
tourism-headline: ಪ್ರವಾಸಿ ತಾಣಗಳನ್ನು ಉಳಿಸಿ ಬೆಳೆಸಿ ಸಂರಕ್ಷಿಸೋಣ: ಮುಂಡರಗಿ ನಾಗರಾಜ (872, 1945, 1403, 1972)
award-ceremony-illustration (1198, 1990, 1505, 2190)
